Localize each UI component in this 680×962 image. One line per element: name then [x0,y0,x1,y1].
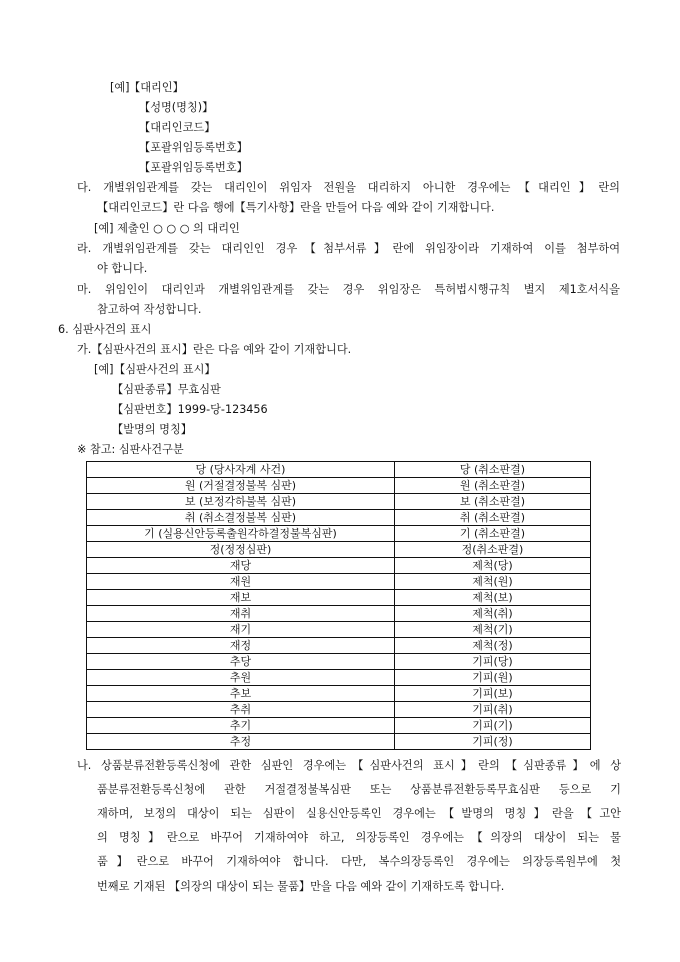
case-type-judgment-cell: 기피(취) [395,702,591,718]
case-type-cell: 정(정정심판) [87,542,395,558]
item-na-line: 품분류전환등록신청에 관한 거절결정불복심판 또는 상품분류전환등록무효심판 등으로 기 [97,783,621,796]
table-row [87,542,591,558]
section-heading: 6. 심판사건의 표시 [58,323,152,336]
case-type-judgment-cell: 기피(기) [395,718,591,734]
item-ga-line: 가.【심판사건의 표시】란은 다음 예와 같이 기재합니다. [77,343,352,356]
table-row [87,686,591,702]
table-row [87,734,591,750]
item-na-line: 나. 상품분류전환등록신청에 관한 심판인 경우에는【심판사건의 표시】란의【심판종류】에 상 [77,759,621,772]
case-type-cell: 보 (보정각하불복 심판) [87,494,395,510]
case-type-cell: 기 (실용신안등록출원각하결정불복심판) [87,526,395,542]
case-type-cell: 취 (취소결정불복 심판) [87,510,395,526]
item-ma-line: 참고하여 작성합니다. [97,303,202,316]
table-row [87,702,591,718]
case-type-judgment-cell: 기피(정) [395,734,591,750]
table-row [87,718,591,734]
case-type-cell: 재당 [87,558,395,574]
example-label: [예] [94,363,114,376]
item-da-example: [예] 제출인 ○ ○ ○ 의 대리인 [94,222,240,235]
trial-classification-table [86,461,591,750]
table-row [87,478,591,494]
case-type-cell: 추취 [87,702,395,718]
example-trial-line: 【발명의 명칭】 [112,423,192,436]
example-agent-line: 【대리인코드】 [139,121,216,134]
case-type-cell: 추원 [87,670,395,686]
table-row [87,574,591,590]
table-row [87,670,591,686]
case-type-judgment-cell: 당 (취소판결) [395,462,591,478]
table-row [87,622,591,638]
table-row [87,638,591,654]
item-ma-line: 마. 위임인이 대리인과 개별위임관계를 갖는 경우 위임장은 특허법시행규칙 별지 제1호서식을 [77,283,620,296]
case-type-cell: 추정 [87,734,395,750]
case-type-judgment-cell: 제척(원) [395,574,591,590]
table-row [87,526,591,542]
item-na-line: 의 명칭】란으로 바꾸어 기재하여야 하고, 의장등록인 경우에는【의장의 대상이 되는 물 [97,831,621,844]
case-type-cell: 당 (당사자계 사건) [87,462,395,478]
table-row [87,462,591,478]
case-type-cell: 추보 [87,686,395,702]
case-type-judgment-cell: 제척(정) [395,638,591,654]
case-type-judgment-cell: 원 (취소판결) [395,478,591,494]
reference-note: ※ 참고: 심판사건구분 [77,443,184,456]
case-type-cell: 재원 [87,574,395,590]
case-type-judgment-cell: 취 (취소판결) [395,510,591,526]
case-type-cell: 재취 [87,606,395,622]
case-type-judgment-cell: 제척(보) [395,590,591,606]
case-type-cell: 추당 [87,654,395,670]
table-row [87,510,591,526]
case-type-judgment-cell: 보 (취소판결) [395,494,591,510]
example-agent-line: 【성명(명칭)】 [139,101,214,114]
item-da-line: 다. 개별위임관계를 갖는 대리인이 위임자 전원을 대리하지 아니한 경우에는【대리인】란의 [77,181,620,194]
case-type-judgment-cell: 제척(취) [395,606,591,622]
case-type-judgment-cell: 기피(당) [395,654,591,670]
case-type-judgment-cell: 제척(기) [395,622,591,638]
example-label: [예] [110,81,130,94]
table-row [87,494,591,510]
item-na-line: 번째로 기재된 【의장의 대상이 되는 물품】만을 다음 예와 같이 기재하도록 합니다. [97,880,505,893]
item-ra-line: 야 합니다. [97,262,148,275]
case-type-judgment-cell: 정(취소판결) [395,542,591,558]
example-agent-line: 【포괄위임등록번호】 [139,161,248,174]
case-type-cell: 재기 [87,622,395,638]
table-row [87,606,591,622]
case-type-cell: 재보 [87,590,395,606]
example-agent-line: 【포괄위임등록번호】 [139,141,248,154]
case-type-judgment-cell: 기 (취소판결) [395,526,591,542]
case-type-judgment-cell: 기피(보) [395,686,591,702]
table-row [87,558,591,574]
example-trial-line: 【심판종류】무효심판 [112,383,221,396]
item-na-line: 재하며, 보정의 대상이 되는 심판이 실용신안등록인 경우에는【발명의 명칭】란을【고안 [97,807,621,820]
item-da-line: 【대리인코드】란 다음 행에【특기사항】란을 만들어 다음 예와 같이 기재합니다. [97,201,495,214]
case-type-judgment-cell: 제척(당) [395,558,591,574]
example-trial-title: 【심판사건의 표시】 [114,363,216,376]
case-type-cell: 원 (거절결정불복 심판) [87,478,395,494]
example-trial-line: 【심판번호】1999-당-123456 [112,403,268,416]
example-agent-line: 【대리인】 [129,81,184,94]
table-row [87,654,591,670]
case-type-judgment-cell: 기피(원) [395,670,591,686]
item-na-line: 품】란으로 바꾸어 기재하여야 합니다. 다만, 복수의장등록인 경우에는 의장등록원부에 첫 [97,855,621,868]
case-type-cell: 재정 [87,638,395,654]
item-ra-line: 라. 개별위임관계를 갖는 대리인인 경우【첨부서류】란에 위임장이라 기재하여 이를 첨부하여 [77,242,620,255]
case-type-cell: 추기 [87,718,395,734]
table-row [87,590,591,606]
